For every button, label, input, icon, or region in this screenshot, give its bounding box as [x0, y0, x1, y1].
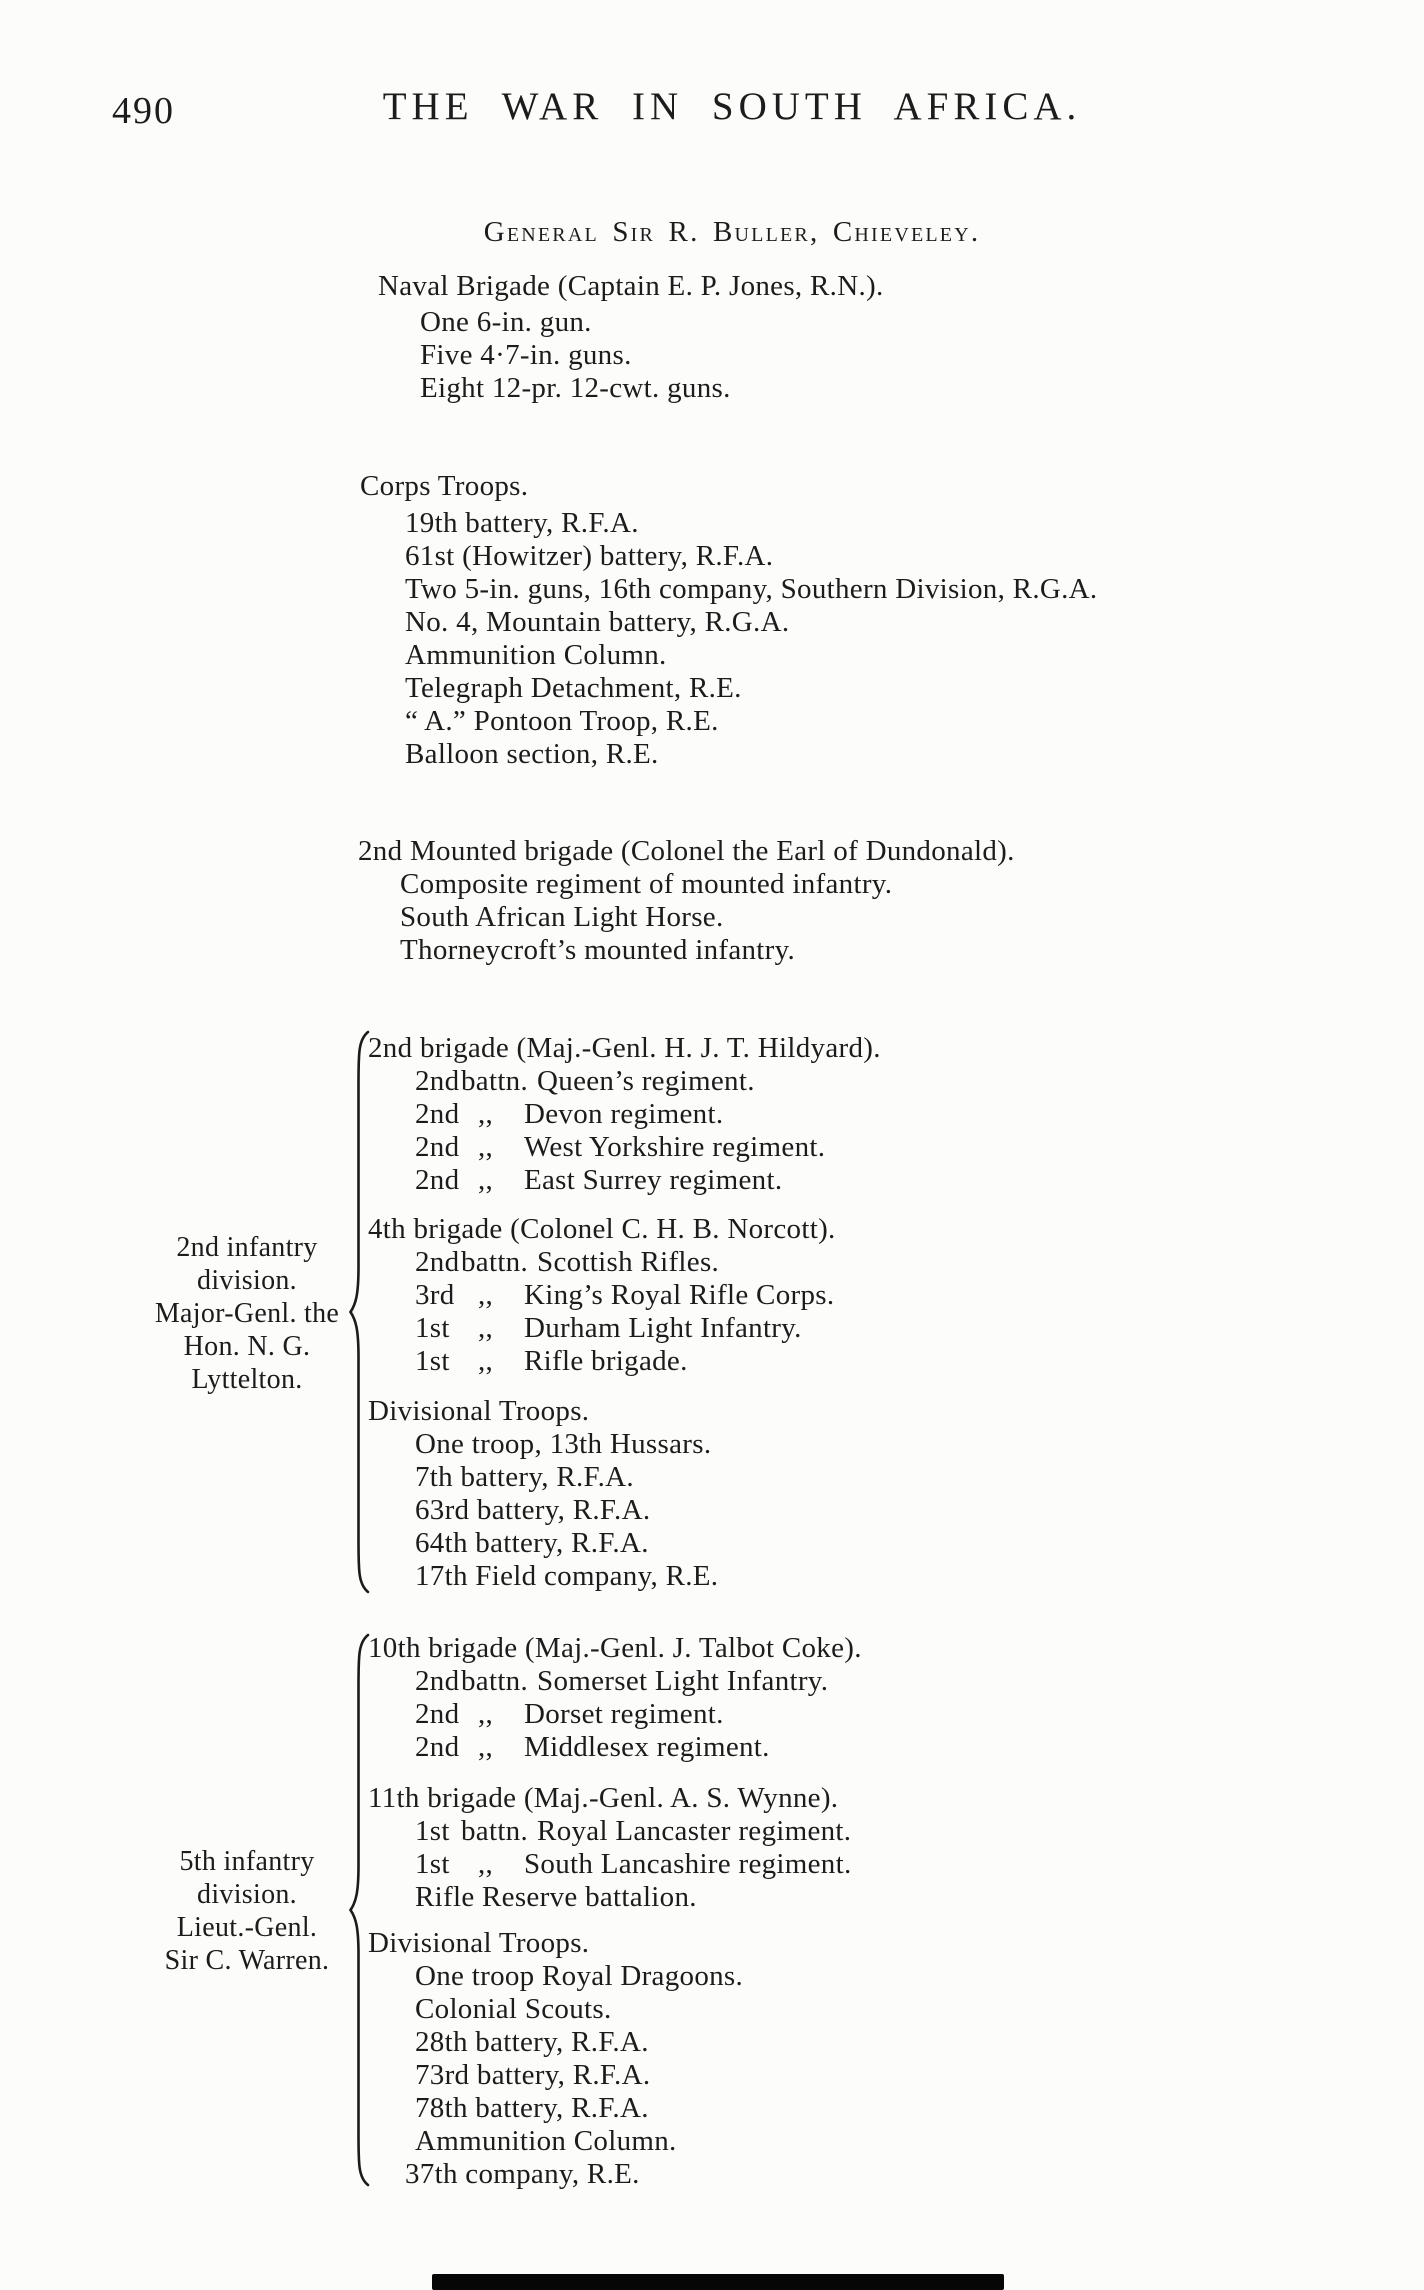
list-item: Telegraph Detachment, R.E. [405, 672, 742, 704]
list-item: Thorneycroft’s mounted infantry. [400, 934, 796, 966]
battalion-number: 2nd [415, 1246, 460, 1278]
ditto-mark: ,, [478, 1279, 494, 1311]
list-item: Ammunition Column. [415, 2125, 677, 2157]
battalion-number: 2nd [415, 1698, 460, 1730]
regiment-name: Dorset regiment. [524, 1698, 724, 1730]
battalion-word: battn. [461, 1815, 529, 1847]
battalion-number: 2nd [415, 1164, 460, 1196]
battalion-row [415, 1731, 1288, 1764]
corps-troops-section [360, 470, 1097, 771]
list-item: One troop, 13th Hussars. [415, 1428, 712, 1460]
list-item: Two 5-in. guns, 16th company, Southern Division, R.G.A. [405, 573, 1098, 605]
battalion-row [415, 1345, 1288, 1378]
list-item: 64th battery, R.F.A. [415, 1527, 649, 1559]
brigade-2-title: 2nd brigade (Maj.-Genl. H. J. T. Hildyard). [368, 1032, 881, 1064]
list-item: “ A.” Pontoon Troop, R.E. [405, 705, 719, 737]
list-item: Five 4·7-in. guns. [420, 339, 632, 371]
regiment-name: Queen’s regiment. [537, 1065, 755, 1097]
list-item: 17th Field company, R.E. [415, 1560, 719, 1592]
label-line: division. [197, 1879, 297, 1910]
battalion-row [415, 1246, 1288, 1279]
list-item: 73rd battery, R.F.A. [415, 2059, 651, 2091]
naval-brigade-items [420, 306, 884, 405]
list-item: South African Light Horse. [400, 901, 724, 933]
regiment-name: South Lancashire regiment. [524, 1848, 852, 1880]
regiment-name: West Yorkshire regiment. [524, 1131, 826, 1163]
order-of-battle-heading: General Sir R. Buller, Chieveley. [483, 216, 981, 248]
list-item: Rifle Reserve battalion. [415, 1881, 697, 1913]
regiment-name: King’s Royal Rifle Corps. [524, 1279, 835, 1311]
list-item: Ammunition Column. [405, 639, 667, 671]
running-title: THE WAR IN SOUTH AFRICA. [382, 85, 1082, 128]
brigade-11-rows [415, 1815, 1288, 1914]
battalion-number: 2nd [415, 1131, 460, 1163]
brigade-2-rows [415, 1065, 1288, 1197]
mounted-brigade-title: 2nd Mounted brigade (Colonel the Earl of Dundonald). [358, 835, 1015, 867]
list-item: 61st (Howitzer) battery, R.F.A. [405, 540, 774, 572]
battalion-word: battn. [461, 1665, 529, 1697]
list-item: 63rd battery, R.F.A. [415, 1494, 651, 1526]
battalion-number: 2nd [415, 1665, 460, 1697]
ditto-mark: ,, [478, 1698, 494, 1730]
battalion-row [415, 1131, 1288, 1164]
mounted-brigade-section [358, 835, 1015, 967]
battalion-row [415, 1164, 1288, 1197]
list-item: 7th battery, R.F.A. [415, 1461, 634, 1493]
regiment-name: Royal Lancaster regiment. [537, 1815, 852, 1847]
battalion-row [415, 1698, 1288, 1731]
regiment-name: Somerset Light Infantry. [537, 1665, 829, 1697]
battalion-number: 1st [415, 1345, 450, 1377]
battalion-row [415, 1312, 1288, 1345]
label-line: Major-Genl. the [154, 1298, 340, 1329]
battalion-row [415, 1848, 1288, 1881]
regiment-name: Scottish Rifles. [537, 1246, 720, 1278]
list-item: 37th company, R.E. [405, 2158, 640, 2190]
battalion-word: battn. [461, 1065, 529, 1097]
battalion-number: 1st [415, 1815, 450, 1847]
label-line: Sir C. Warren. [164, 1945, 330, 1976]
battalion-row [415, 1815, 1288, 1848]
scan-artifact-bar [432, 2274, 1004, 2290]
list-item: Balloon section, R.E. [405, 738, 659, 770]
list-item: One troop Royal Dragoons. [415, 1960, 744, 1992]
label-line: division. [197, 1265, 297, 1296]
label-line: 2nd infantry [176, 1232, 318, 1263]
battalion-row [415, 1665, 1288, 1698]
divisional-troops-items [405, 1960, 1288, 2191]
ditto-mark: ,, [478, 1848, 494, 1880]
label-line: Hon. N. G. [183, 1331, 311, 1362]
list-item: 78th battery, R.F.A. [415, 2092, 649, 2124]
divisional-troops-title: Divisional Troops. [368, 1927, 590, 1959]
regiment-name: Durham Light Infantry. [524, 1312, 802, 1344]
list-item: Eight 12-pr. 12-cwt. guns. [420, 372, 731, 404]
division-5-section [368, 1632, 1288, 2191]
battalion-word: battn. [461, 1246, 529, 1278]
ditto-mark: ,, [478, 1164, 494, 1196]
list-item: No. 4, Mountain battery, R.G.A. [405, 606, 790, 638]
battalion-number: 1st [415, 1312, 450, 1344]
battalion-number: 1st [415, 1848, 450, 1880]
page-number: 490 [112, 90, 175, 132]
battalion-row [415, 1279, 1288, 1312]
corps-troops-items [405, 507, 1097, 771]
naval-brigade-title: Naval Brigade (Captain E. P. Jones, R.N.). [378, 270, 884, 302]
division-5-margin-label [122, 1845, 372, 1977]
ditto-mark: ,, [478, 1131, 494, 1163]
battalion-number: 2nd [415, 1098, 460, 1130]
regiment-name: Rifle brigade. [524, 1345, 688, 1377]
list-item: One 6-in. gun. [420, 306, 592, 338]
divisional-troops-title: Divisional Troops. [368, 1395, 590, 1427]
list-item: Colonial Scouts. [415, 1993, 612, 2025]
battalion-number: 3rd [415, 1279, 455, 1311]
mounted-brigade-items [400, 868, 1015, 967]
naval-brigade-section [378, 270, 884, 405]
brigade-10-rows [415, 1665, 1288, 1764]
divisional-troops-items [415, 1428, 1288, 1593]
ditto-mark: ,, [478, 1312, 494, 1344]
battalion-number: 2nd [415, 1065, 460, 1097]
ditto-mark: ,, [478, 1098, 494, 1130]
label-line: Lyttelton. [191, 1364, 303, 1395]
battalion-row [415, 1098, 1288, 1131]
ditto-mark: ,, [478, 1731, 494, 1763]
battalion-number: 2nd [415, 1731, 460, 1763]
division-2-section [368, 1032, 1288, 1593]
label-line: 5th infantry [179, 1846, 315, 1877]
corps-troops-title: Corps Troops. [360, 470, 529, 502]
label-line: Lieut.-Genl. [176, 1912, 318, 1943]
list-item: 28th battery, R.F.A. [415, 2026, 649, 2058]
list-item: Composite regiment of mounted infantry. [400, 868, 893, 900]
regiment-name: Devon regiment. [524, 1098, 724, 1130]
division-2-margin-label [122, 1231, 372, 1396]
regiment-name: Middlesex regiment. [524, 1731, 770, 1763]
ditto-mark: ,, [478, 1345, 494, 1377]
battalion-row [415, 1065, 1288, 1098]
brigade-11-title: 11th brigade (Maj.-Genl. A. S. Wynne). [368, 1782, 839, 1814]
list-item: 19th battery, R.F.A. [405, 507, 639, 539]
brigade-4-rows [415, 1246, 1288, 1378]
regiment-name: East Surrey regiment. [524, 1164, 783, 1196]
brigade-4-title: 4th brigade (Colonel C. H. B. Norcott). [368, 1213, 836, 1245]
brigade-10-title: 10th brigade (Maj.-Genl. J. Talbot Coke). [368, 1632, 862, 1664]
